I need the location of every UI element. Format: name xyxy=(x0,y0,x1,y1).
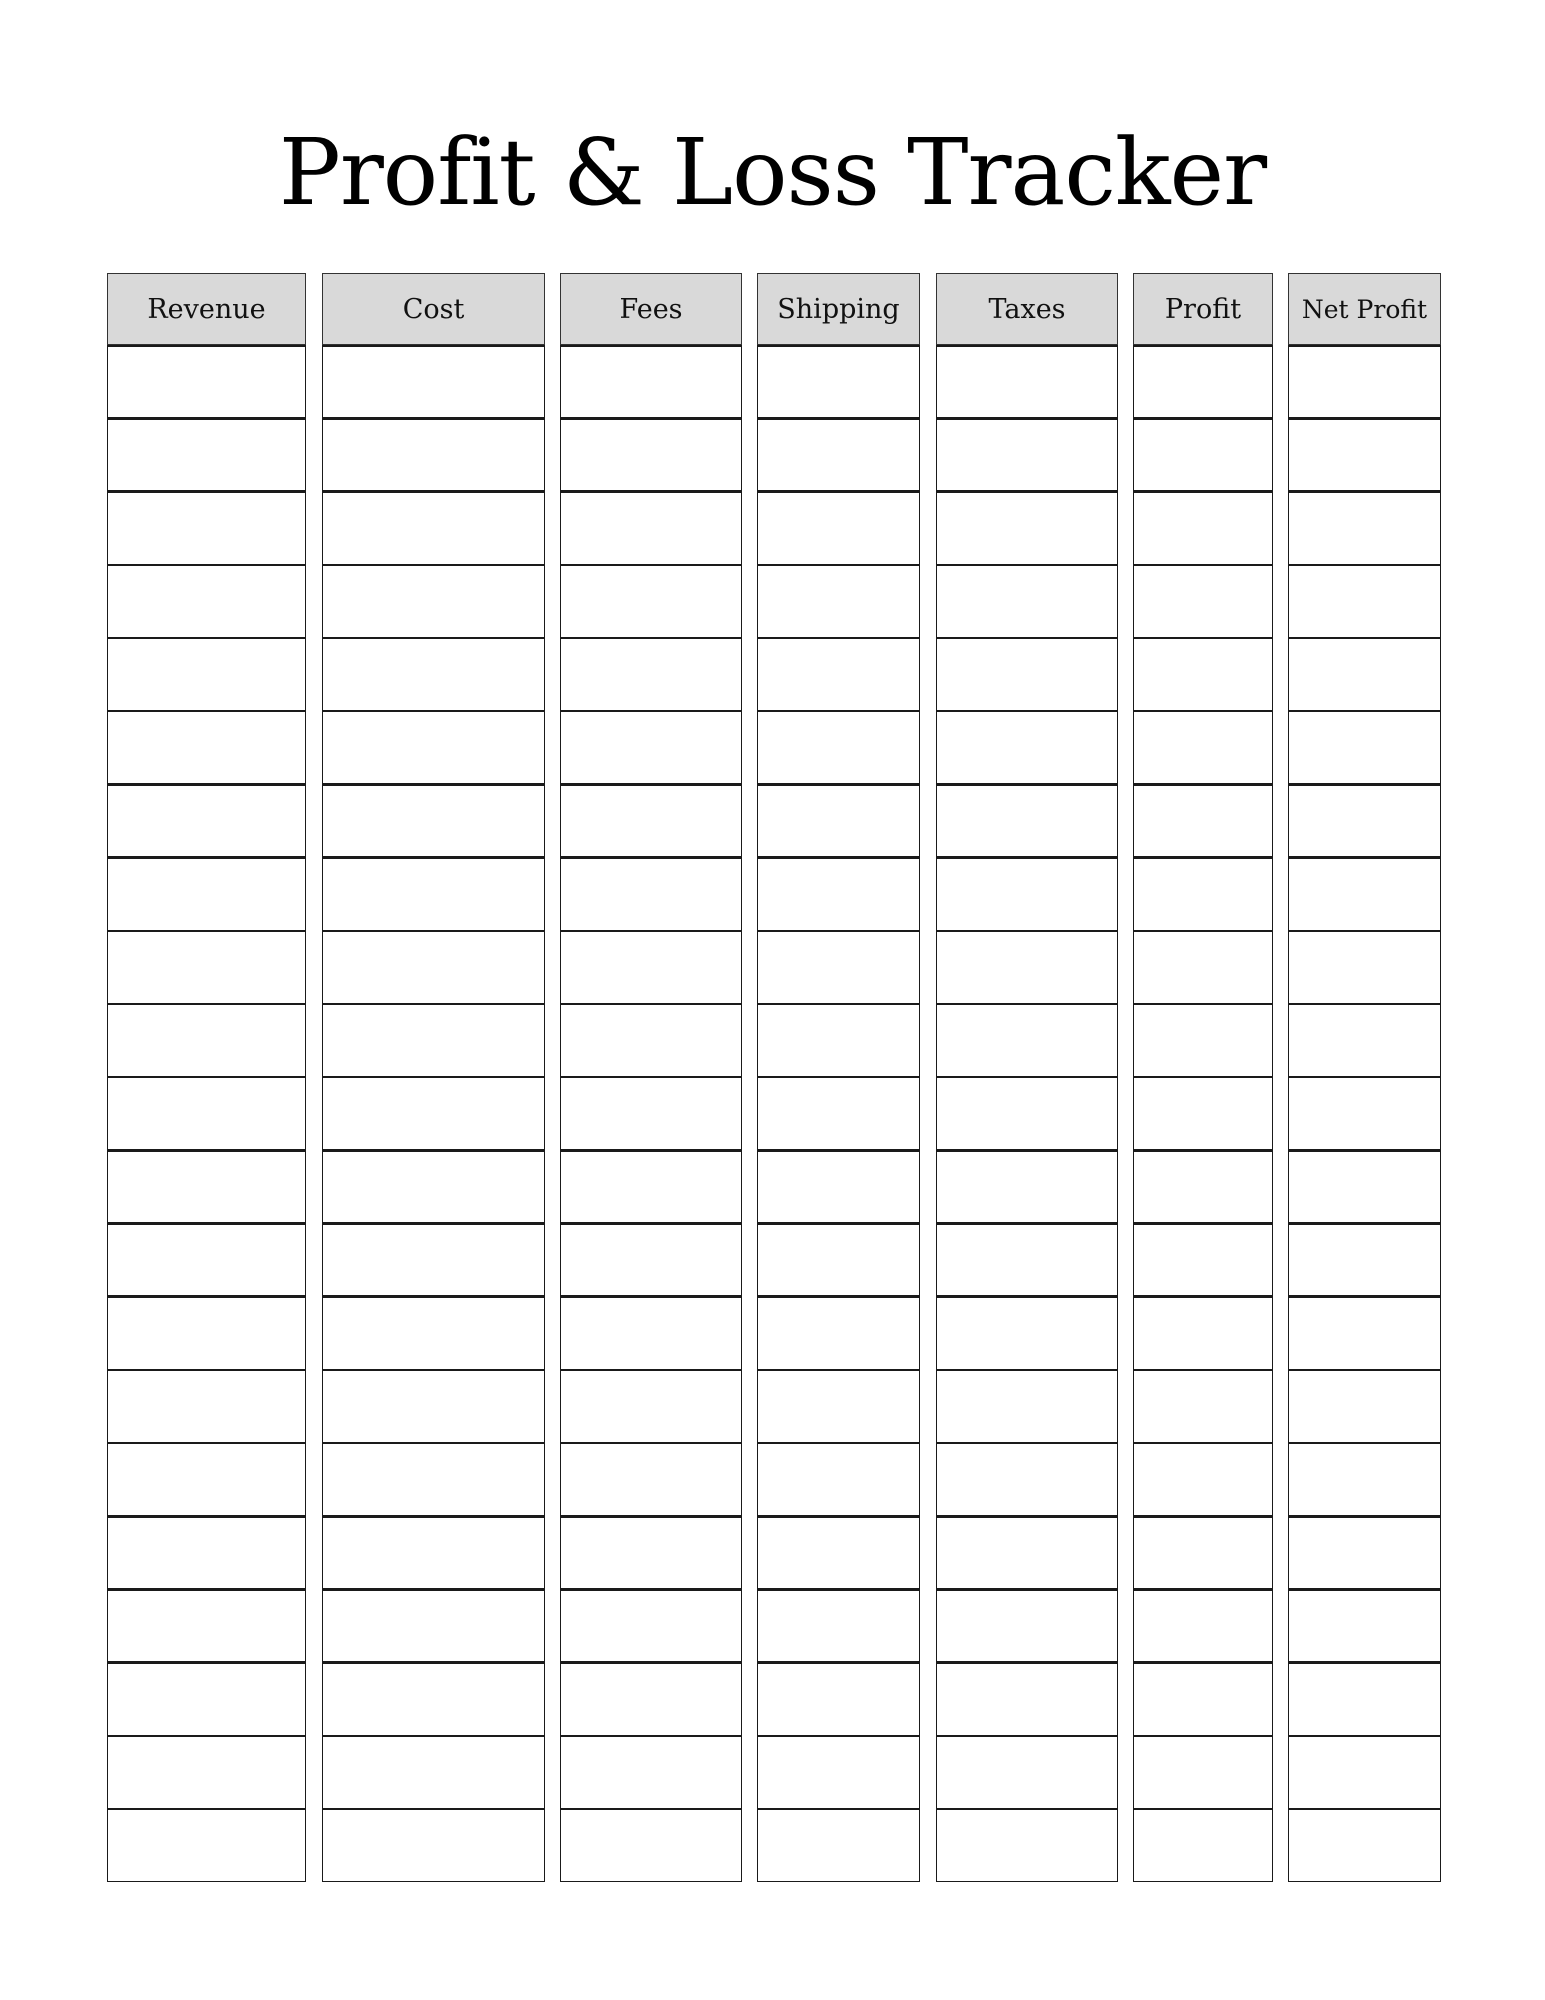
column-cost xyxy=(322,273,545,1882)
entry-cell-cost[interactable] xyxy=(322,857,545,931)
entry-cell-taxes[interactable] xyxy=(936,784,1118,858)
entry-cell-net-profit[interactable] xyxy=(1288,930,1441,1004)
entry-cell-taxes[interactable] xyxy=(936,1516,1118,1590)
entry-cell-shipping[interactable] xyxy=(757,1589,920,1663)
entry-cell-shipping[interactable] xyxy=(757,1076,920,1150)
entry-cell-fees[interactable] xyxy=(560,1516,742,1590)
entry-cell-cost[interactable] xyxy=(322,1735,545,1809)
entry-cell-cost[interactable] xyxy=(322,1516,545,1590)
entry-cell-net-profit[interactable] xyxy=(1288,857,1441,931)
entry-cell-shipping[interactable] xyxy=(757,710,920,784)
entry-cell-revenue[interactable] xyxy=(107,1808,306,1882)
entry-cell-shipping[interactable] xyxy=(757,564,920,638)
entry-cell-taxes[interactable] xyxy=(936,564,1118,638)
entry-cell-net-profit[interactable] xyxy=(1288,418,1441,492)
entry-cell-net-profit[interactable] xyxy=(1288,1369,1441,1443)
entry-cell-profit[interactable] xyxy=(1133,637,1273,711)
entry-cell-revenue[interactable] xyxy=(107,1662,306,1736)
entry-cell-cost[interactable] xyxy=(322,1589,545,1663)
entry-cell-profit[interactable] xyxy=(1133,1223,1273,1297)
entry-cell-revenue[interactable] xyxy=(107,1150,306,1224)
column-taxes xyxy=(936,273,1118,1882)
entry-cell-taxes[interactable] xyxy=(936,930,1118,1004)
entry-cell-profit[interactable] xyxy=(1133,1076,1273,1150)
entry-cell-taxes[interactable] xyxy=(936,1662,1118,1736)
entry-cell-revenue[interactable] xyxy=(107,710,306,784)
entry-cell-shipping[interactable] xyxy=(757,784,920,858)
entry-cell-fees[interactable] xyxy=(560,1662,742,1736)
entry-cell-fees[interactable] xyxy=(560,491,742,565)
entry-cell-taxes[interactable] xyxy=(936,1150,1118,1224)
entry-cell-net-profit[interactable] xyxy=(1288,564,1441,638)
entry-cell-profit[interactable] xyxy=(1133,1442,1273,1516)
column-header-profit: Profit xyxy=(1133,273,1273,345)
entry-cell-profit[interactable] xyxy=(1133,491,1273,565)
entry-cell-cost[interactable] xyxy=(322,637,545,711)
entry-cell-taxes[interactable] xyxy=(936,1223,1118,1297)
entry-cell-fees[interactable] xyxy=(560,857,742,931)
entry-cell-profit[interactable] xyxy=(1133,1003,1273,1077)
entry-cell-profit[interactable] xyxy=(1133,1369,1273,1443)
entry-cell-profit[interactable] xyxy=(1133,710,1273,784)
entry-cell-cost[interactable] xyxy=(322,491,545,565)
entry-cell-shipping[interactable] xyxy=(757,1735,920,1809)
entry-cell-taxes[interactable] xyxy=(936,1076,1118,1150)
entry-cell-cost[interactable] xyxy=(322,1150,545,1224)
entry-cell-profit[interactable] xyxy=(1133,784,1273,858)
entry-cell-net-profit[interactable] xyxy=(1288,1150,1441,1224)
entry-cell-shipping[interactable] xyxy=(757,1003,920,1077)
entry-cell-net-profit[interactable] xyxy=(1288,345,1441,419)
entry-cell-shipping[interactable] xyxy=(757,1442,920,1516)
entry-cell-net-profit[interactable] xyxy=(1288,1589,1441,1663)
entry-cell-shipping[interactable] xyxy=(757,1150,920,1224)
entry-cell-taxes[interactable] xyxy=(936,1442,1118,1516)
entry-cell-taxes[interactable] xyxy=(936,345,1118,419)
entry-cell-revenue[interactable] xyxy=(107,1735,306,1809)
entry-cell-taxes[interactable] xyxy=(936,1808,1118,1882)
entry-cell-net-profit[interactable] xyxy=(1288,1076,1441,1150)
entry-cell-revenue[interactable] xyxy=(107,564,306,638)
entry-cell-shipping[interactable] xyxy=(757,418,920,492)
entry-cell-profit[interactable] xyxy=(1133,857,1273,931)
entry-cell-shipping[interactable] xyxy=(757,1662,920,1736)
column-header-fees: Fees xyxy=(560,273,742,345)
column-fees xyxy=(560,273,742,1882)
entry-cell-taxes[interactable] xyxy=(936,418,1118,492)
entry-cell-fees[interactable] xyxy=(560,784,742,858)
entry-cell-net-profit[interactable] xyxy=(1288,637,1441,711)
entry-cell-taxes[interactable] xyxy=(936,1589,1118,1663)
entry-cell-fees[interactable] xyxy=(560,1150,742,1224)
entry-cell-net-profit[interactable] xyxy=(1288,1442,1441,1516)
entry-cell-net-profit[interactable] xyxy=(1288,1735,1441,1809)
entry-cell-cost[interactable] xyxy=(322,1442,545,1516)
column-net-profit xyxy=(1288,273,1441,1882)
entry-cell-profit[interactable] xyxy=(1133,1296,1273,1370)
entry-cell-profit[interactable] xyxy=(1133,1150,1273,1224)
entry-cell-fees[interactable] xyxy=(560,1735,742,1809)
entry-cell-shipping[interactable] xyxy=(757,1296,920,1370)
entry-cell-revenue[interactable] xyxy=(107,1076,306,1150)
entry-cell-revenue[interactable] xyxy=(107,1296,306,1370)
entry-cell-profit[interactable] xyxy=(1133,930,1273,1004)
entry-cell-shipping[interactable] xyxy=(757,345,920,419)
entry-cell-fees[interactable] xyxy=(560,1003,742,1077)
entry-cell-profit[interactable] xyxy=(1133,1662,1273,1736)
entry-cell-revenue[interactable] xyxy=(107,1003,306,1077)
page-title: Profit & Loss Tracker xyxy=(278,119,1267,226)
entry-cell-profit[interactable] xyxy=(1133,1808,1273,1882)
entry-cell-revenue[interactable] xyxy=(107,1223,306,1297)
entry-cell-fees[interactable] xyxy=(560,345,742,419)
column-profit xyxy=(1133,273,1273,1882)
entry-cell-profit[interactable] xyxy=(1133,1516,1273,1590)
entry-cell-shipping[interactable] xyxy=(757,1808,920,1882)
entry-cell-net-profit[interactable] xyxy=(1288,784,1441,858)
entry-cell-cost[interactable] xyxy=(322,1296,545,1370)
entry-cell-net-profit[interactable] xyxy=(1288,1516,1441,1590)
column-shipping xyxy=(757,273,920,1882)
entry-cell-profit[interactable] xyxy=(1133,345,1273,419)
entry-cell-net-profit[interactable] xyxy=(1288,491,1441,565)
entry-cell-shipping[interactable] xyxy=(757,1369,920,1443)
entry-cell-fees[interactable] xyxy=(560,1369,742,1443)
entry-cell-taxes[interactable] xyxy=(936,491,1118,565)
entry-cell-cost[interactable] xyxy=(322,1808,545,1882)
entry-cell-revenue[interactable] xyxy=(107,784,306,858)
column-header-cost: Cost xyxy=(322,273,545,345)
entry-cell-cost[interactable] xyxy=(322,1662,545,1736)
entry-cell-cost[interactable] xyxy=(322,930,545,1004)
entry-cell-profit[interactable] xyxy=(1133,1589,1273,1663)
entry-cell-taxes[interactable] xyxy=(936,1296,1118,1370)
entry-cell-revenue[interactable] xyxy=(107,1442,306,1516)
column-header-taxes: Taxes xyxy=(936,273,1118,345)
entry-cell-fees[interactable] xyxy=(560,710,742,784)
entry-cell-shipping[interactable] xyxy=(757,857,920,931)
column-header-shipping: Shipping xyxy=(757,273,920,345)
entry-cell-taxes[interactable] xyxy=(936,637,1118,711)
entry-cell-net-profit[interactable] xyxy=(1288,1223,1441,1297)
entry-cell-taxes[interactable] xyxy=(936,1003,1118,1077)
entry-cell-fees[interactable] xyxy=(560,930,742,1004)
entry-cell-profit[interactable] xyxy=(1133,418,1273,492)
entry-cell-taxes[interactable] xyxy=(936,857,1118,931)
entry-cell-net-profit[interactable] xyxy=(1288,710,1441,784)
entry-cell-cost[interactable] xyxy=(322,1223,545,1297)
entry-cell-cost[interactable] xyxy=(322,784,545,858)
entry-cell-revenue[interactable] xyxy=(107,491,306,565)
entry-cell-cost[interactable] xyxy=(322,1003,545,1077)
entry-cell-fees[interactable] xyxy=(560,1808,742,1882)
entry-cell-cost[interactable] xyxy=(322,345,545,419)
entry-cell-net-profit[interactable] xyxy=(1288,1003,1441,1077)
entry-cell-fees[interactable] xyxy=(560,1442,742,1516)
entry-cell-cost[interactable] xyxy=(322,564,545,638)
entry-cell-shipping[interactable] xyxy=(757,1223,920,1297)
entry-cell-fees[interactable] xyxy=(560,564,742,638)
entry-cell-fees[interactable] xyxy=(560,1296,742,1370)
entry-cell-cost[interactable] xyxy=(322,1369,545,1443)
entry-cell-revenue[interactable] xyxy=(107,637,306,711)
entry-cell-cost[interactable] xyxy=(322,418,545,492)
entry-cell-shipping[interactable] xyxy=(757,491,920,565)
entry-cell-profit[interactable] xyxy=(1133,1735,1273,1809)
entry-cell-revenue[interactable] xyxy=(107,857,306,931)
entry-cell-cost[interactable] xyxy=(322,710,545,784)
entry-cell-revenue[interactable] xyxy=(107,1369,306,1443)
entry-cell-fees[interactable] xyxy=(560,1076,742,1150)
entry-cell-fees[interactable] xyxy=(560,1223,742,1297)
column-revenue xyxy=(107,273,306,1882)
entry-cell-cost[interactable] xyxy=(322,1076,545,1150)
column-header-net-profit: Net Profit xyxy=(1288,273,1441,345)
entry-cell-net-profit[interactable] xyxy=(1288,1296,1441,1370)
entry-cell-shipping[interactable] xyxy=(757,1516,920,1590)
entry-cell-fees[interactable] xyxy=(560,418,742,492)
entry-cell-net-profit[interactable] xyxy=(1288,1662,1441,1736)
entry-cell-revenue[interactable] xyxy=(107,418,306,492)
entry-cell-shipping[interactable] xyxy=(757,637,920,711)
entry-cell-profit[interactable] xyxy=(1133,564,1273,638)
column-header-revenue: Revenue xyxy=(107,273,306,345)
entry-cell-taxes[interactable] xyxy=(936,1369,1118,1443)
entry-cell-revenue[interactable] xyxy=(107,1516,306,1590)
entry-cell-fees[interactable] xyxy=(560,1589,742,1663)
entry-cell-taxes[interactable] xyxy=(936,710,1118,784)
entry-cell-fees[interactable] xyxy=(560,637,742,711)
entry-cell-shipping[interactable] xyxy=(757,930,920,1004)
entry-cell-revenue[interactable] xyxy=(107,1589,306,1663)
entry-cell-revenue[interactable] xyxy=(107,930,306,1004)
entry-cell-taxes[interactable] xyxy=(936,1735,1118,1809)
entry-cell-revenue[interactable] xyxy=(107,345,306,419)
entry-cell-net-profit[interactable] xyxy=(1288,1808,1441,1882)
